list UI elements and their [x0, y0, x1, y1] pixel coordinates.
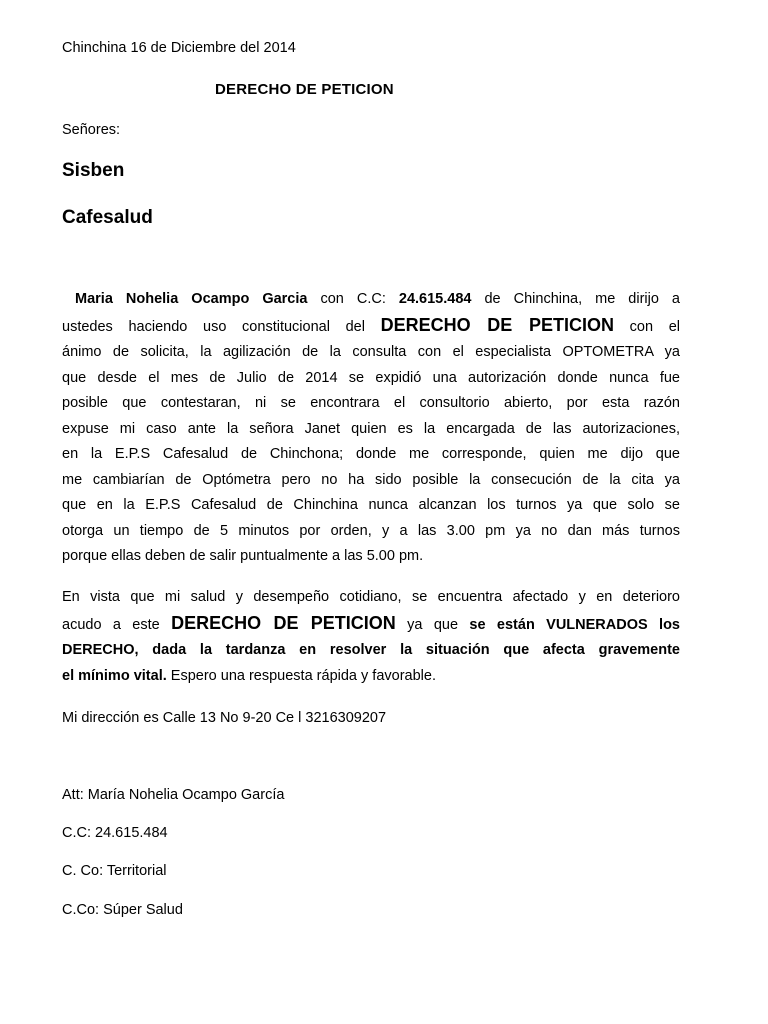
text-span: ya que	[395, 616, 470, 633]
letter-title: DERECHO DE PETICION	[215, 81, 394, 98]
signature-id: C.C: 24.615.484	[62, 825, 168, 841]
copy-super-salud: C.Co: Súper Salud	[62, 902, 183, 918]
text-span: con C.C:	[307, 291, 399, 307]
copy-territorial: C. Co: Territorial	[62, 863, 167, 879]
emphasis-derecho: DERECHO DE PETICION	[171, 612, 396, 633]
petitioner-name: Maria Nohelia Ocampo Garcia	[75, 291, 308, 307]
paragraph-line: ánimo de solicita, la agilización de la consulta con el especialista OPTOMETRA ya	[62, 344, 680, 360]
text-span: acudo a este	[62, 616, 172, 633]
paragraph-line: en la E.P.S Cafesalud de Chinchona; donde me corresponde, quien me dijo que	[62, 446, 680, 462]
text-span: Espero una respuesta rápida y favorable.	[166, 667, 436, 684]
text-span: de Chinchina, me dirijo a	[471, 291, 680, 307]
paragraph-line	[62, 611, 680, 639]
address-line: Mi dirección es Calle 13 No 9-20 Ce l 3216309207	[62, 710, 387, 726]
letter-date: Chinchina 16 de Diciembre del 2014	[62, 40, 296, 56]
paragraph-line: me cambiarían de Optómetra pero no ha sido posible la consecución de la cita ya	[62, 471, 680, 488]
paragraph-line	[62, 664, 680, 690]
text-span: con el	[613, 318, 680, 335]
paragraph-line: posible que contestaran, ni se encontrara el consultorio abierto, por esta razón	[62, 395, 680, 411]
paragraph-line: que en la E.P.S Cafesalud de Chinchina nunca alcanzan los turnos ya que solo se	[62, 497, 680, 513]
paragraph-line: porque ellas deben de salir puntualmente a las 5.00 pm.	[62, 548, 424, 564]
addressee-cafesalud: Cafesalud	[62, 207, 153, 228]
paragraph-line: que desde el mes de Julio de 2014 se expidió una autorización donde nunca fue	[62, 369, 680, 386]
paragraph-line: En vista que mi salud y desempeño cotidiano, se encuentra afectado y en deterioro	[62, 589, 680, 605]
paragraph-justification	[62, 585, 680, 689]
addressee-sisben: Sisben	[62, 160, 125, 181]
bold-span: el mínimo vital.	[62, 667, 167, 684]
paragraph-line: expuse mi caso ante la señora Janet quien es la encargada de las autorizaciones,	[62, 420, 680, 437]
emphasis-derecho: DERECHO DE PETICION	[380, 314, 614, 335]
paragraph-line: DERECHO, dada la tardanza en resolver la situación que afecta gravemente	[62, 642, 680, 658]
paragraph-line: otorga un tiempo de 5 minutos por orden, y a las 3.00 pm ya no dan más turnos	[62, 522, 680, 539]
signature-att: Att: María Nohelia Ocampo García	[62, 787, 285, 803]
paragraph-line	[62, 287, 680, 313]
bold-span: se están VULNERADOS los	[469, 616, 680, 633]
text-span: ustedes haciendo uso constitucional del	[62, 318, 381, 335]
petitioner-id: 24.615.484	[398, 291, 472, 307]
greeting: Señores:	[62, 122, 121, 138]
paragraph-request	[62, 287, 680, 570]
paragraph-line	[62, 313, 680, 341]
